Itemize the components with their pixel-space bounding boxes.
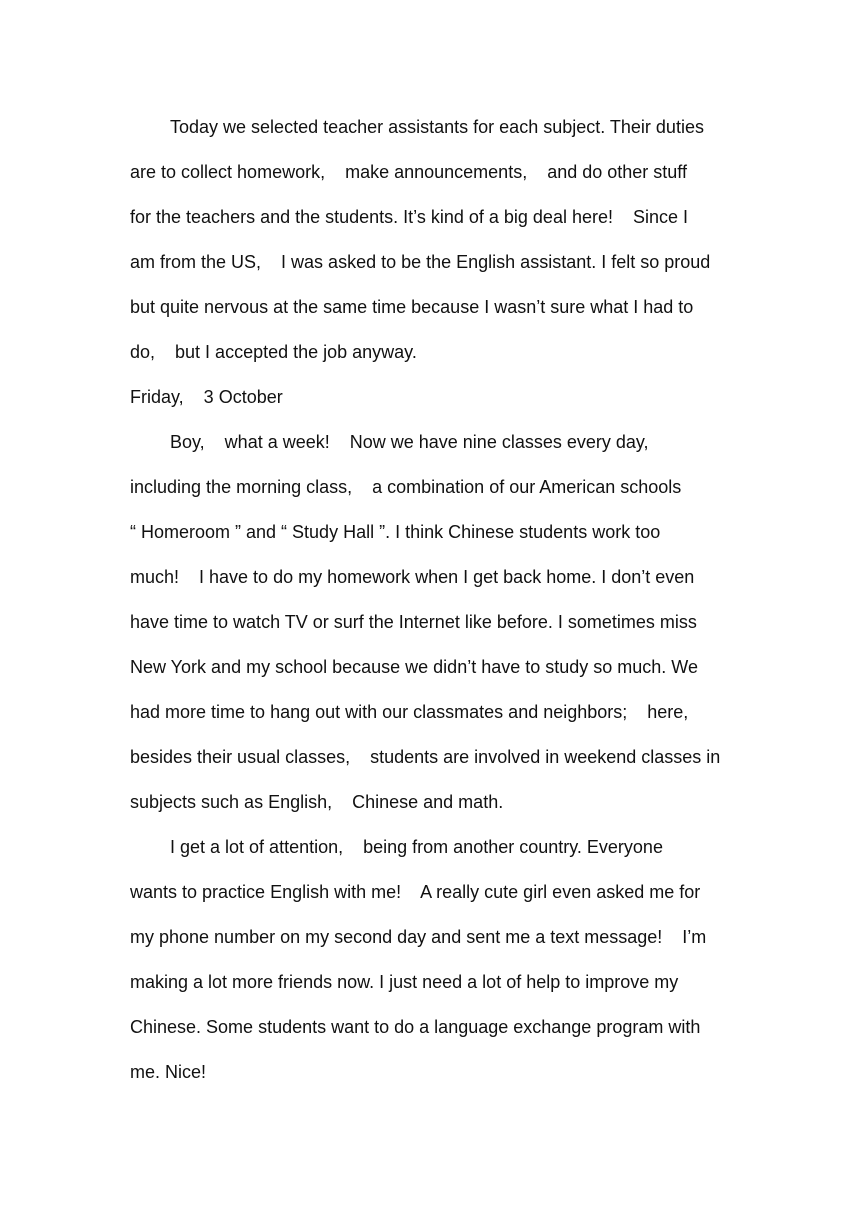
diary-text — [130, 110, 750, 1100]
text-line: am from the US, I was asked to be the English assistant. I felt so proud — [130, 252, 711, 272]
text-line: have time to watch TV or surf the Internet like before. I sometimes miss — [130, 612, 697, 632]
text-line: “ Homeroom ” and “ Study Hall ”. I think Chinese students work too — [130, 522, 661, 542]
text-line: Today we selected teacher assistants for each subject. Their duties — [170, 117, 704, 137]
text-line: for the teachers and the students. It’s kind of a big deal here! Since I — [130, 207, 689, 227]
text-line: wants to practice English with me! A really cute girl even asked me for — [130, 882, 701, 902]
text-line: do, but I accepted the job anyway. — [130, 342, 417, 362]
text-line: Boy, what a week! Now we have nine classes every day, — [170, 432, 649, 452]
text-line: subjects such as English, Chinese and math. — [130, 792, 504, 812]
text-line: my phone number on my second day and sent me a text message! I’m — [130, 927, 707, 947]
text-line: making a lot more friends now. I just need a lot of help to improve my — [130, 972, 679, 992]
text-line: I get a lot of attention, being from another country. Everyone — [170, 837, 663, 857]
text-line: but quite nervous at the same time because I wasn’t sure what I had to — [130, 297, 694, 317]
text-line: much! I have to do my homework when I get back home. I don’t even — [130, 567, 695, 587]
text-line: New York and my school because we didn’t have to study so much. We — [130, 657, 698, 677]
text-line: besides their usual classes, students are involved in weekend classes in — [130, 747, 721, 767]
text-line: Chinese. Some students want to do a language exchange program with — [130, 1017, 701, 1037]
text-line: Friday, 3 October — [130, 387, 283, 407]
text-line: including the morning class, a combination of our American schools — [130, 477, 682, 497]
text-line: had more time to hang out with our classmates and neighbors; here, — [130, 702, 689, 722]
text-line: are to collect homework, make announcements, and do other stuff — [130, 162, 687, 182]
text-line: me. Nice! — [130, 1062, 207, 1082]
